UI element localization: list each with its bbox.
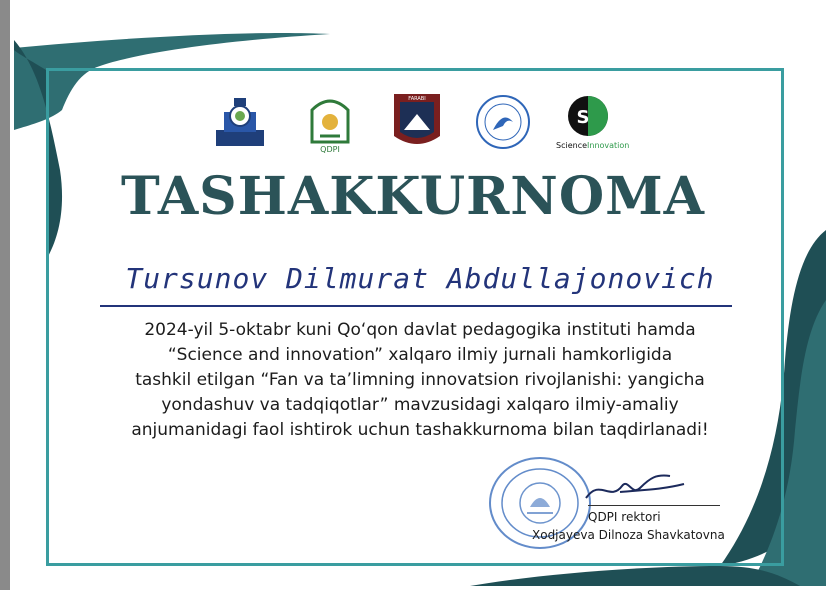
body-line: “Science and innovation” xalqaro ilmiy jurnali hamkorligida [167, 345, 673, 365]
certificate-title: TASHAKKURNOMA [120, 166, 706, 227]
bottom-wave [470, 566, 800, 586]
ministry-emblem-icon [210, 92, 270, 150]
innovation-label: Innovation [587, 141, 630, 150]
kazan-federal-university-logo-icon [473, 92, 533, 152]
rector-signature-icon [580, 468, 690, 508]
body-line: anjumanidagi faol ishtirok uchun tashakkurnoma bilan taqdirlanadi! [131, 420, 709, 440]
body-line: tashkil etilgan “Fan va ta’limning innovatsion rivojlanishi: yangicha [135, 370, 705, 390]
certificate-body [100, 318, 740, 443]
svg-text:S: S [576, 107, 590, 128]
science-innovation-logo-icon [556, 92, 636, 154]
signature-line [588, 505, 720, 506]
science-label: Science [556, 141, 588, 150]
recipient-name: Tursunov Dilmurat Abdullajonovich [125, 262, 715, 295]
body-line: yondashuv va tadqiqotlar” mavzusidagi xalqaro ilmiy-amaliy [161, 395, 679, 415]
signatory-name: Xodjayeva Dilnoza Shavkatovna [532, 528, 725, 542]
farabi-university-logo-icon [392, 92, 442, 152]
svg-text:ScienceInnovation [556, 141, 629, 150]
qdpi-logo-icon [308, 92, 352, 154]
signatory-title: QDPI rektori [588, 510, 661, 524]
partner-logos [200, 92, 640, 160]
qdpi-label: QDPI [320, 145, 340, 154]
farabi-label: FARABI [408, 96, 426, 102]
recipient-underline [100, 305, 732, 307]
body-line: 2024-yil 5-oktabr kuni Qo‘qon davlat pedagogika instituti hamda [144, 320, 696, 340]
